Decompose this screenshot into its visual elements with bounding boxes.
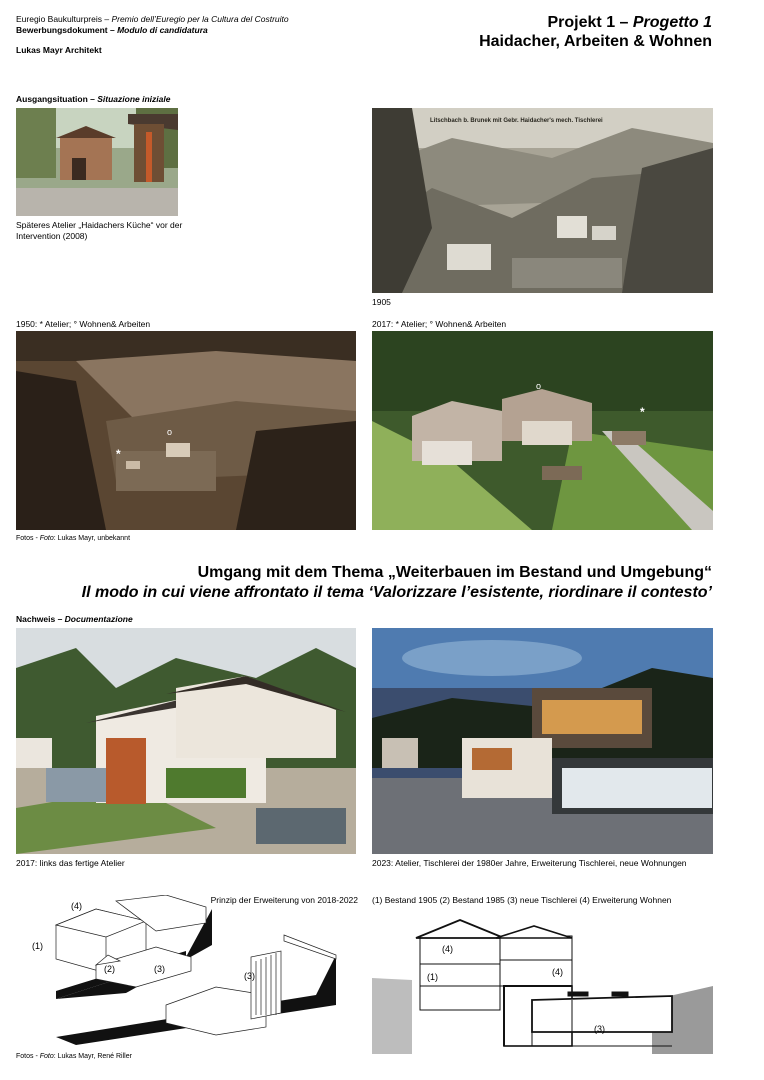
prize-name-it: Premio dell’Euregio per la Cultura del Costruito [111,14,289,24]
credits-names: : Lukas Mayr, René Riller [53,1053,132,1060]
credits-label-it: Foto [39,1053,54,1060]
label-3: (3) [594,1024,605,1034]
postcard-text: Litschbach b. Brunek mit Gebr. Haidacher's mech. Tischlerei [430,118,603,124]
label-1: (1) [32,941,43,951]
theme-title [12,563,712,603]
label-2: (2) [104,964,115,974]
photo-atelier-2017 [16,628,356,854]
heading-de: Nachweis [16,614,56,624]
drawing-section-title: (1) Bestand 1905 (2) Bestand 1985 (3) neue Tischlerei (4) Erweiterung Wohnen [372,895,672,905]
project-title [332,13,712,51]
section-heading-initial [16,94,170,105]
label-4: (4) [71,901,82,911]
separator: – [87,94,98,104]
project-number-de: Projekt 1 – [547,14,633,31]
theme-title-it: Il modo in cui viene affrontato il tema ‘Valorizzare l’esistente, riordinare il contesto’ [81,584,712,601]
label-4: (4) [552,967,563,977]
credits-label-it: Foto [39,535,54,542]
drawing-principle-title: Prinzip der Erweiterung von 2018-2022 [210,895,358,905]
section-heading-documentation [16,614,133,625]
credits-names: : Lukas Mayr, unbekannt [53,535,131,542]
photo-atelier-2017-caption: 2017: links das fertige Atelier [16,858,125,868]
living-marker: o [167,427,173,437]
credits-label: Fotos - [16,1053,40,1060]
photo-village-2017 [372,331,713,530]
section-drawing [372,908,713,1054]
heading-it: Documentazione [64,614,133,624]
project-number [332,13,712,32]
axonometric-drawing [16,895,356,1045]
heading-it: Situazione iniziale [97,94,171,104]
photo-atelier-2008 [16,108,178,216]
living-marker: o [536,381,542,391]
prize-name-de: Euregio Baukulturpreis [16,14,102,24]
photo-postcard-1905 [372,108,713,293]
atelier-marker: * [640,405,645,419]
document-type-de: Bewerbungsdokument [16,25,108,35]
photo-village-1950 [16,331,356,530]
separator: – [107,25,118,35]
separator: – [55,614,65,624]
label-1: (1) [427,972,438,982]
prize-line [16,14,346,25]
label-3: (3) [154,964,165,974]
label-4: (4) [442,944,453,954]
photo-atelier-2008-caption: Späteres Atelier „Haidachers Küche“ vor der Intervention (2008) [16,220,183,241]
photo-credits-section1 [16,534,130,543]
photo-complex-2023 [372,628,713,854]
project-name: Haidacher, Arbeiten & Wohnen [479,33,712,50]
architect-name: Lukas Mayr Architekt [16,45,102,55]
project-number-it: Progetto 1 [632,14,712,31]
header-left [16,14,346,56]
document-type-it: Modulo di candidatura [117,25,208,35]
theme-title-de: Umgang mit dem Thema „Weiterbauen im Bestand und Umgebung“ [197,564,712,581]
photo-postcard-1905-caption: 1905 [372,297,391,307]
photo-1950-caption: 1950: * Atelier; ° Wohnen& Arbeiten [16,319,151,329]
separator: – [102,14,112,24]
photo-complex-2023-caption: 2023: Atelier, Tischlerei der 1980er Jahre, Erweiterung Tischlerei, neue Wohnungen [372,858,687,868]
label-3: (3) [244,971,255,981]
credits-label: Fotos - [16,535,40,542]
heading-de: Ausgangsituation [16,94,88,104]
atelier-marker: * [116,447,121,461]
photo-2017-caption: 2017: * Atelier; ° Wohnen& Arbeiten [372,319,507,329]
document-line [16,25,346,36]
photo-credits-section2 [16,1052,132,1061]
